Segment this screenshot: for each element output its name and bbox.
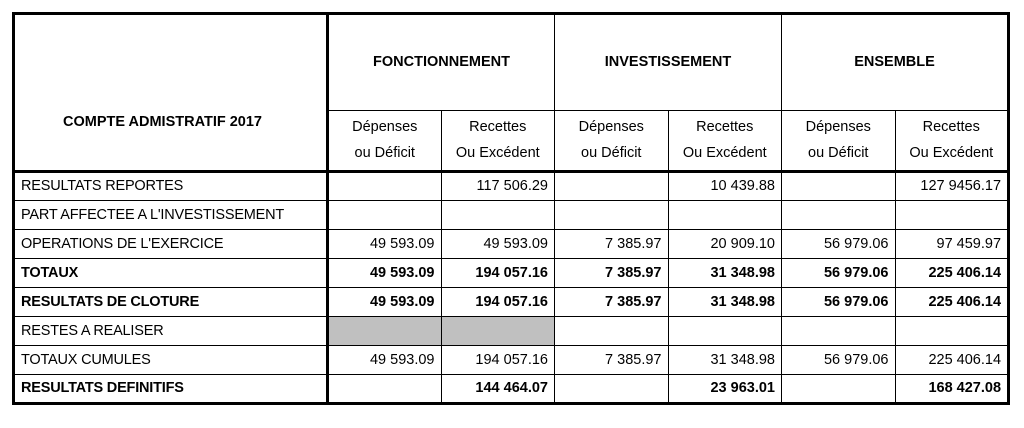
table-row xyxy=(14,287,1009,316)
table-row xyxy=(14,229,1009,258)
table-cell xyxy=(782,200,896,229)
table-cell: 56 979.06 xyxy=(782,345,896,374)
table-cell xyxy=(555,374,669,403)
table-cell: 49 593.09 xyxy=(328,345,442,374)
table-cell: 97 459.97 xyxy=(895,229,1009,258)
table-cell: 56 979.06 xyxy=(782,258,896,287)
table-cell: 31 348.98 xyxy=(668,287,782,316)
table-row xyxy=(14,200,1009,229)
table-cell xyxy=(328,171,442,200)
compte-administratif-table xyxy=(12,12,1010,405)
row-label: OPERATIONS DE L'EXERCICE xyxy=(14,229,328,258)
group-header-fonctionnement: FONCTIONNEMENT xyxy=(328,14,555,111)
table-cell: 127 9456.17 xyxy=(895,171,1009,200)
table-cell xyxy=(668,316,782,345)
table-cell xyxy=(895,200,1009,229)
table-cell: 7 385.97 xyxy=(555,345,669,374)
table-cell: 49 593.09 xyxy=(441,229,555,258)
group-header-ensemble: ENSEMBLE xyxy=(782,14,1009,111)
table-cell xyxy=(782,171,896,200)
table-cell: 144 464.07 xyxy=(441,374,555,403)
table-cell: 225 406.14 xyxy=(895,258,1009,287)
table-cell: 194 057.16 xyxy=(441,258,555,287)
table-cell xyxy=(782,374,896,403)
table-row xyxy=(14,171,1009,200)
table-cell xyxy=(328,200,442,229)
table-cell xyxy=(328,316,442,345)
table-cell: 10 439.88 xyxy=(668,171,782,200)
group-header-investissement: INVESTISSEMENT xyxy=(555,14,782,111)
table-cell: 225 406.14 xyxy=(895,345,1009,374)
table-cell xyxy=(668,200,782,229)
table-cell: 7 385.97 xyxy=(555,287,669,316)
table-cell: 20 909.10 xyxy=(668,229,782,258)
subheader-recettes-ensemble: Recettes Ou Excédent xyxy=(895,110,1009,171)
subheader-depenses-fonctionnement: Dépenses ou Déficit xyxy=(328,110,442,171)
table-row xyxy=(14,345,1009,374)
table-cell: 49 593.09 xyxy=(328,258,442,287)
table-cell xyxy=(328,374,442,403)
table-cell xyxy=(555,316,669,345)
table-row xyxy=(14,316,1009,345)
table-cell xyxy=(895,316,1009,345)
row-label: RESULTATS DE CLOTURE xyxy=(14,287,328,316)
table-cell: 194 057.16 xyxy=(441,287,555,316)
table-cell: 225 406.14 xyxy=(895,287,1009,316)
table-cell: 56 979.06 xyxy=(782,229,896,258)
group-header-row xyxy=(14,14,1009,111)
table-cell: 194 057.16 xyxy=(441,345,555,374)
table-cell: 49 593.09 xyxy=(328,287,442,316)
subheader-depenses-ensemble: Dépenses ou Déficit xyxy=(782,110,896,171)
row-label: TOTAUX xyxy=(14,258,328,287)
table-cell xyxy=(782,316,896,345)
table-cell: 56 979.06 xyxy=(782,287,896,316)
row-label: RESULTATS REPORTES xyxy=(14,171,328,200)
subheader-depenses-investissement: Dépenses ou Déficit xyxy=(555,110,669,171)
table-cell xyxy=(555,200,669,229)
row-label: PART AFFECTEE A L'INVESTISSEMENT xyxy=(14,200,328,229)
row-label: TOTAUX CUMULES xyxy=(14,345,328,374)
table-cell: 31 348.98 xyxy=(668,345,782,374)
row-label: RESTES A REALISER xyxy=(14,316,328,345)
table-row xyxy=(14,258,1009,287)
table-cell xyxy=(441,316,555,345)
subheader-recettes-fonctionnement: Recettes Ou Excédent xyxy=(441,110,555,171)
table-cell: 23 963.01 xyxy=(668,374,782,403)
table-cell: 168 427.08 xyxy=(895,374,1009,403)
subheader-recettes-investissement: Recettes Ou Excédent xyxy=(668,110,782,171)
table-cell: 49 593.09 xyxy=(328,229,442,258)
table-cell: 117 506.29 xyxy=(441,171,555,200)
table-row xyxy=(14,374,1009,403)
row-label: RESULTATS DEFINITIFS xyxy=(14,374,328,403)
table-title: COMPTE ADMISTRATIF 2017 xyxy=(14,14,328,172)
table-cell: 7 385.97 xyxy=(555,258,669,287)
table-cell xyxy=(555,171,669,200)
table-cell: 7 385.97 xyxy=(555,229,669,258)
table-cell: 31 348.98 xyxy=(668,258,782,287)
table-cell xyxy=(441,200,555,229)
